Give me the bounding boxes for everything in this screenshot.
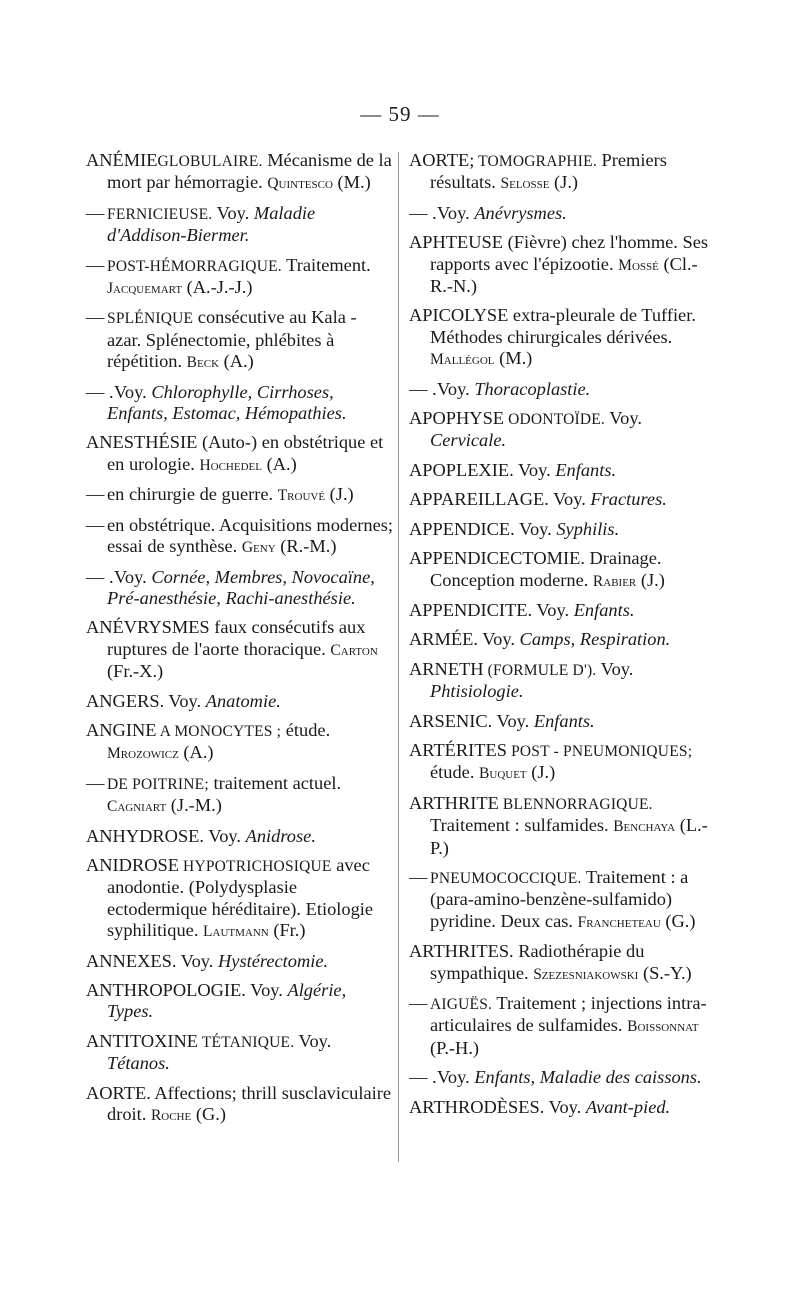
entry-text: en chirurgie de guerre. [107, 484, 278, 505]
entry-qualifier: BLENNORRAGIQUE. [498, 795, 653, 813]
entry-dash: — . [86, 566, 114, 587]
entry-author: Szezesniakowski [533, 965, 639, 983]
entry-qualifier: POST - PNEUMONIQUES; [507, 742, 693, 760]
entry-author: Roche [150, 1107, 192, 1125]
entry-text: étude. [430, 762, 480, 783]
entry-reference: Syphilis. [556, 518, 620, 539]
entry-reference: Algérie, Types. [107, 980, 347, 1022]
entry-qualifier: SPLÉNIQUE [107, 310, 194, 328]
index-entry [86, 855, 394, 943]
index-entry [409, 600, 715, 621]
index-entry [409, 203, 715, 224]
entry-reference: Enfants, Maladie des caissons. [474, 1067, 702, 1088]
index-entry [409, 740, 715, 785]
entry-qualifier: (FORMULE D'). [483, 661, 597, 679]
entry-author: Mossé [618, 256, 659, 274]
entry-author-initials: (S.-Y.) [638, 962, 692, 983]
entry-author: Hochedel [199, 456, 262, 474]
index-entry [409, 379, 715, 400]
entry-author-initials: (Fr.) [268, 920, 306, 941]
entry-headword: ANESTHÉSIE [86, 432, 198, 453]
entry-text: Traitement. [281, 254, 371, 275]
index-column-right [409, 150, 715, 1126]
entry-text: Voy. [294, 1030, 332, 1051]
entry-text: Voy. [514, 518, 557, 539]
entry-text: extra-pleurale de Tuffier. Méthodes chirurgicales dérivées. [430, 305, 696, 347]
entry-headword: ANÉVRYSMES [86, 617, 210, 638]
entry-author: Cagniart [107, 798, 167, 816]
entry-headword: APPENDICECTOMIE. [409, 548, 585, 569]
entry-text: Voy. [114, 381, 152, 402]
entry-text: Voy. [437, 202, 475, 223]
entry-text: Traitement : a (para-amino-benzène-sulfamido) pyridine. Deux cas. [430, 866, 689, 931]
entry-headword: AORTE; [409, 150, 475, 170]
entry-author: Trouvé [277, 487, 326, 505]
entry-author-initials: (M.) [332, 172, 371, 193]
entry-reference: Enfants. [533, 710, 595, 731]
entry-dash: — [86, 307, 105, 328]
entry-text: Voy. [596, 658, 634, 679]
entry-text: étude. [281, 719, 331, 740]
page-number: — 59 — [360, 102, 440, 126]
entry-text: traitement actuel. [208, 772, 342, 793]
entry-author-initials: (A.) [178, 742, 214, 763]
entry-headword: ARTHRITE [409, 792, 499, 813]
entry-text: Voy. [532, 599, 574, 620]
entry-author: Rabier [592, 572, 637, 590]
entry-text: Voy. [513, 459, 556, 480]
entry-reference: Chlorophylle, Cirrhoses, Enfants, Estomac, Hémopathies. [107, 381, 347, 424]
index-entry [409, 941, 715, 985]
entry-dash: — . [409, 202, 437, 223]
entry-author-initials: (J.) [549, 172, 579, 193]
entry-headword: ANÉMIE [86, 150, 158, 170]
index-entry [409, 150, 715, 195]
entry-text: Voy. [212, 202, 254, 223]
entry-author-initials: (P.-H.) [430, 1037, 480, 1058]
entry-author-initials: (J.) [325, 484, 354, 505]
index-entry [409, 408, 715, 452]
entry-qualifier: DE POITRINE; [107, 775, 209, 793]
entry-text: Voy. [544, 1096, 586, 1117]
entry-text: Drainage. Conception moderne. [430, 548, 662, 590]
entry-dash: — [86, 254, 105, 275]
entry-reference: Maladie d'Addison-Biermer. [107, 202, 316, 246]
index-entry [86, 691, 394, 712]
entry-headword: ARTHRITES. [409, 941, 514, 962]
entry-headword: ARSENIC. [409, 710, 493, 731]
entry-text: Radiothérapie du sympathique. [430, 941, 645, 983]
entry-headword: ARTÉRITES [409, 739, 507, 760]
entry-headword: ARTHRODÈSES. [409, 1096, 545, 1117]
entry-author: Benchaya [613, 818, 676, 836]
entry-dash: — . [409, 1067, 437, 1088]
index-entry [86, 382, 394, 425]
entry-text: Affections; thrill susclaviculaire droit. [107, 1082, 392, 1125]
entry-author: Geny [241, 539, 276, 557]
entry-text: Premiers résultats. [430, 150, 667, 193]
entry-headword: ANTHROPOLOGIE. [86, 980, 246, 1000]
entry-reference: Tétanos. [107, 1053, 170, 1074]
entry-qualifier: A MONOCYTES ; [156, 722, 282, 740]
index-entry [409, 867, 715, 933]
entry-qualifier: TÉTANIQUE. [198, 1033, 295, 1051]
entry-reference: Hystérectomie. [218, 950, 329, 971]
index-entry [86, 484, 394, 506]
entry-headword: APPENDICE. [409, 518, 515, 539]
entry-headword: ARMÉE. [409, 629, 478, 650]
index-entry [409, 993, 715, 1059]
entry-dash: — [86, 772, 105, 793]
entry-qualifier: FERNICIEUSE. [107, 205, 213, 223]
entry-author-initials: (M.) [494, 348, 533, 369]
entry-reference: Thoracoplastie. [474, 378, 591, 399]
entry-text: Voy. [477, 629, 520, 650]
entry-reference: Fractures. [590, 489, 667, 510]
index-entry [86, 951, 394, 972]
entry-qualifier: GLOBULAIRE. [157, 153, 263, 170]
entry-headword: APICOLYSE [409, 305, 509, 326]
entry-headword: APHTEUSE [409, 232, 504, 253]
index-entry [86, 307, 394, 373]
entry-reference: Phtisiologie. [430, 681, 524, 702]
entry-author-initials: (J.) [526, 762, 556, 783]
entry-dash: — [86, 484, 105, 505]
index-entry [409, 711, 715, 732]
index-entry [86, 203, 394, 247]
entry-author-initials: (A.) [261, 453, 297, 474]
entry-headword: APPENDICITE. [409, 599, 533, 620]
entry-author: Mallégol [430, 351, 495, 369]
entry-dash: — [86, 202, 105, 223]
entry-text: Voy. [437, 1067, 475, 1088]
entry-headword: APOPLEXIE. [409, 459, 514, 480]
entry-reference: Cervicale. [430, 430, 507, 451]
entry-text: consécutive au Kala - azar. Splénectomie, phlébites à répétition. [107, 307, 357, 372]
index-entry [409, 659, 715, 703]
index-entry [86, 432, 394, 476]
entry-headword: ANIDROSE [86, 854, 179, 875]
entry-author-initials: (G.) [191, 1104, 226, 1125]
entry-text: Voy. [437, 378, 475, 399]
entry-reference: Enfants. [555, 459, 617, 480]
entry-text: en obstétrique. Acquisitions modernes; essai de synthèse. [107, 514, 394, 557]
entry-dash: — [409, 993, 428, 1013]
index-entry [409, 232, 715, 297]
entry-author: Quintesco [267, 175, 333, 193]
entry-author: Francheteau [577, 913, 661, 931]
entry-reference: Anidrose. [245, 825, 316, 846]
entry-qualifier: AIGUËS. [430, 996, 493, 1013]
entry-dash: — . [86, 381, 114, 402]
index-entry [409, 489, 715, 510]
entry-author: Buquet [479, 765, 527, 783]
index-entry [86, 255, 394, 300]
index-column-left [86, 150, 394, 1134]
index-entry [86, 773, 394, 818]
entry-author-initials: (A.) [219, 351, 254, 372]
index-entry [86, 980, 394, 1023]
entry-headword: APOPHYSE [409, 408, 505, 429]
entry-text: avec anodontie. (Polydysplasie ectodermique héréditaire). Etiologie syphilitique. [107, 854, 374, 941]
index-entry [409, 519, 715, 540]
entry-text: Voy. [164, 690, 206, 711]
entry-headword: ANGINE [86, 719, 157, 740]
entry-text: faux consécutifs aux ruptures de l'aorte thoracique. [107, 617, 366, 659]
entry-author-initials: (J.) [636, 569, 665, 590]
entry-headword: ANGERS. [86, 690, 165, 711]
entry-text: Voy. [492, 710, 534, 731]
index-entry [409, 548, 715, 592]
entry-author: Boissonnat [627, 1018, 699, 1036]
entry-author-initials: (A.-J.-J.) [182, 277, 253, 298]
entry-headword: ANHYDROSE. [86, 825, 205, 846]
entry-author-initials: (L.-P.) [430, 815, 708, 858]
index-entry [86, 515, 394, 559]
entry-headword: ANTITOXINE [86, 1030, 199, 1051]
entry-headword: ANNEXES. [86, 950, 177, 971]
entry-text: Traitement : sulfamides. [430, 815, 614, 836]
index-entry [409, 1097, 715, 1118]
index-entry [409, 460, 715, 481]
entry-author: Carton [330, 641, 378, 659]
index-entry [86, 1031, 394, 1075]
entry-text: (Fièvre) chez l'homme. Ses rapports avec l'épizootie. [430, 232, 709, 274]
entry-reference: Camps, Respiration. [519, 629, 671, 650]
entry-author: Mrozowicz [107, 745, 179, 763]
entry-author-initials: (Fr.-X.) [107, 661, 164, 682]
entry-qualifier: TOMOGRAPHIE. [474, 153, 597, 170]
index-entry [409, 793, 715, 859]
entry-author-initials: (R.-M.) [275, 536, 337, 557]
entry-author: Jacquemart [107, 280, 183, 298]
entry-headword: ARNETH [409, 658, 484, 679]
entry-author: Selosse [500, 175, 550, 193]
entry-reference: Cornée, Membres, Novocaïne, Pré-anesthésie, Rachi-anesthésie. [107, 566, 375, 608]
entry-dash: — [409, 866, 428, 887]
entry-headword: APPAREILLAGE. [409, 489, 549, 510]
index-entry [86, 826, 394, 847]
entry-author-initials: (G.) [660, 910, 696, 931]
entry-qualifier: HYPOTRICHOSIQUE [178, 857, 332, 875]
index-entry [86, 617, 394, 682]
entry-reference: Avant-pied. [585, 1096, 671, 1117]
entry-text: Traitement ; injections intra-articulaires de sulfamides. [430, 993, 707, 1036]
index-entry [86, 1083, 394, 1127]
index-entry [409, 629, 715, 650]
index-entry [86, 720, 394, 765]
entry-text: Voy. [245, 980, 288, 1000]
entry-qualifier: ODONTOÏDE. [504, 411, 605, 429]
entry-reference: Enfants. [573, 599, 635, 620]
entry-dash: — . [409, 378, 437, 399]
entry-author: Beck [186, 354, 220, 372]
column-divider [398, 152, 399, 1162]
entry-reference: Anatomie. [205, 690, 281, 711]
entry-dash: — [86, 514, 105, 535]
entry-text: (Auto-) en obstétrique et en urologie. [107, 432, 384, 474]
entry-text: Voy. [204, 825, 246, 846]
entry-text: Voy. [604, 408, 642, 429]
entry-text: Voy. [114, 566, 152, 587]
index-entry [409, 305, 715, 370]
entry-headword: AORTE. [86, 1082, 151, 1103]
index-entry [86, 567, 394, 610]
entry-reference: Anévrysmes. [474, 202, 567, 223]
entry-author-initials: (J.-M.) [166, 795, 222, 816]
entry-qualifier: PNEUMOCOCCIQUE. [430, 869, 582, 887]
index-entry [86, 150, 394, 195]
index-entry [409, 1067, 715, 1088]
entry-text: Mécanisme de la mort par hémorragie. [107, 150, 392, 193]
entry-text: Voy. [176, 950, 218, 971]
entry-qualifier: POST-HÉMORRAGIQUE. [107, 257, 282, 275]
entry-author-initials: (Cl.-R.-N.) [430, 253, 698, 297]
entry-author: Lautmann [203, 923, 269, 941]
entry-text: Voy. [548, 489, 591, 510]
